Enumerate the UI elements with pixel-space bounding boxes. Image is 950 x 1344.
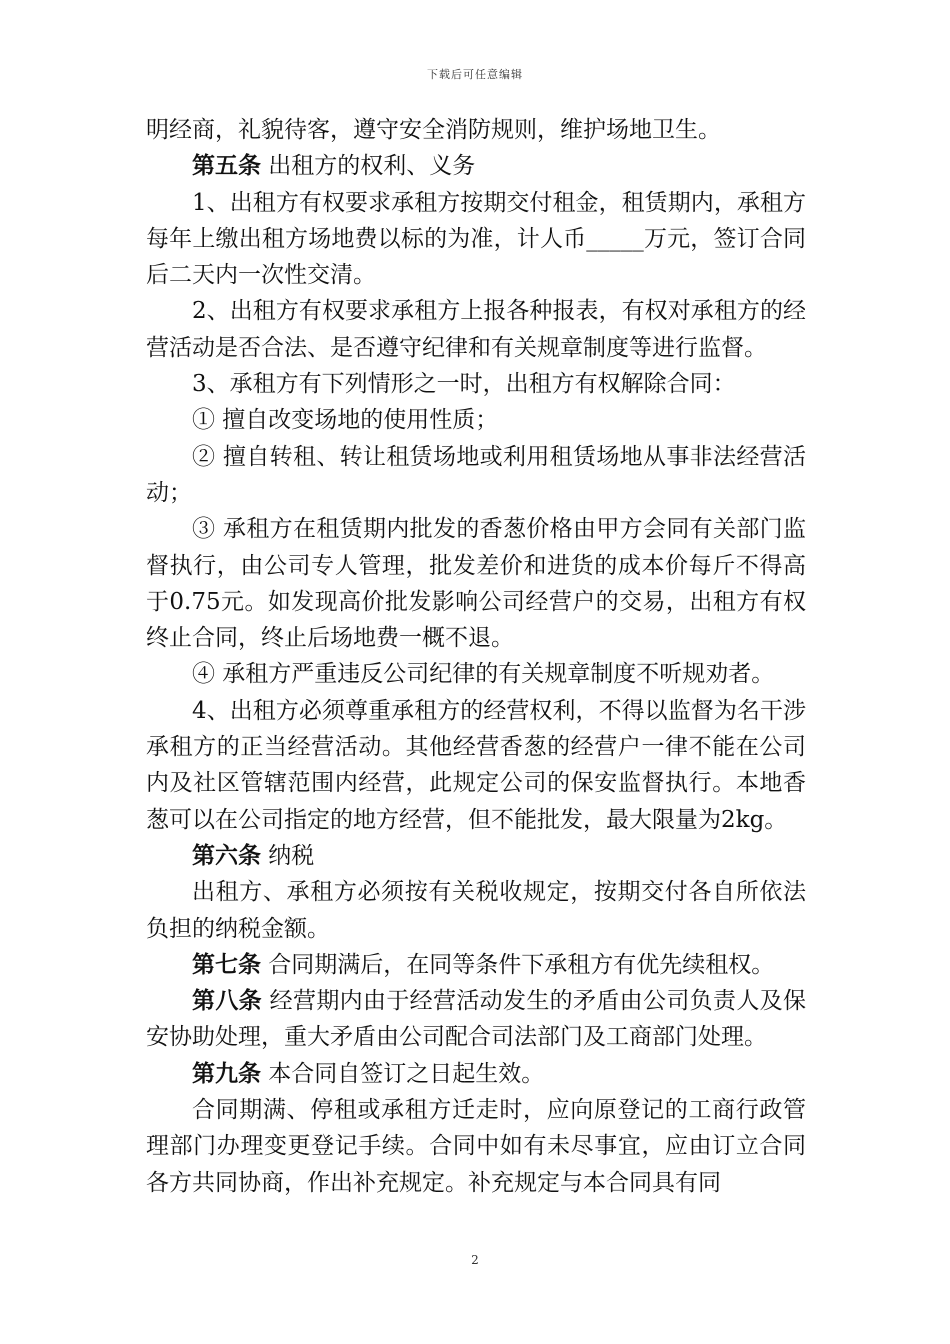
- paragraph-continuation: 明经商，礼貌待客，遵守安全消防规则，维护场地卫生。: [146, 117, 721, 143]
- article-label: 第九条: [192, 1059, 261, 1087]
- article-8: 第八条 经营期内由于经营活动发生的矛盾由公司负责人及保安协助处理，重大矛盾由公司配合司法部门及工商部门处理。: [146, 987, 807, 1051]
- article-5-heading: 第五条 出租方的权利、义务: [192, 152, 476, 180]
- clause-5-3-item-3: ③ 承租方在租赁期内批发的香葱价格由甲方会同有关部门监督执行，由公司专人管理，批发差价和进货的成本价每斤不得高于0.75元。如发现高价批发影响公司经营户的交易，出租方有权终止合同，终止后场地费一概不退。: [146, 516, 806, 652]
- clause-5-4: 4、出租方必须尊重承租方的经营权利，不得以监督为名干涉承租方的正当经营活动。其他经营香葱的经营户一律不能在公司内及社区管辖范围内经营，此规定公司的保安监督执行。本地香葱可以在公司指定的地方经营，但不能批发，最大限量为2kg。: [146, 697, 806, 833]
- clause-5-3-item-2: ② 擅自转租、转让租赁场地或利用租赁场地从事非法经营活动；: [146, 443, 806, 506]
- clause-5-3-item-4: ④ 承租方严重违反公司纪律的有关规章制度不听规劝者。: [192, 661, 775, 688]
- page-number: 2: [471, 1253, 479, 1267]
- document-body: [146, 112, 806, 1201]
- article-9: 第九条 本合同自签订之日起生效。: [192, 1059, 545, 1087]
- article-label: 第五条: [192, 152, 261, 180]
- clause-5-2: 2、出租方有权要求承租方上报各种报表，有权对承租方的经营活动是否合法、是否遵守纪律和有关规章制度等进行监督。: [146, 298, 806, 361]
- clause-5-3-item-1: ① 擅自改变场地的使用性质；: [192, 407, 499, 434]
- article-7: 第七条 合同期满后，在同等条件下承租方有优先续租权。: [192, 950, 775, 978]
- page-header: 下载后可任意编辑: [427, 68, 523, 81]
- article-label: 第六条: [192, 841, 261, 869]
- clause-5-1: 1、出租方有权要求承租方按期交付租金，租赁期内，承租方每年上缴出租方场地费以标的为准，计人币_____万元，签订合同后二天内一次性交清。: [146, 189, 806, 289]
- article-6-body: 出租方、承租方必须按有关税收规定，按期交付各自所依法负担的纳税金额。: [146, 879, 806, 942]
- article-6-heading: 第六条 纳税: [192, 841, 315, 869]
- article-label: 第七条: [192, 950, 261, 978]
- article-9-body: 合同期满、停租或承租方迁走时，应向原登记的工商行政管理部门办理变更登记手续。合同中如有未尽事宜，应由订立合同各方共同协商，作出补充规定。补充规定与本合同具有同: [146, 1097, 806, 1196]
- clause-5-3: 3、承租方有下列情形之一时，出租方有权解除合同：: [192, 371, 736, 398]
- article-label: 第八条: [192, 987, 263, 1015]
